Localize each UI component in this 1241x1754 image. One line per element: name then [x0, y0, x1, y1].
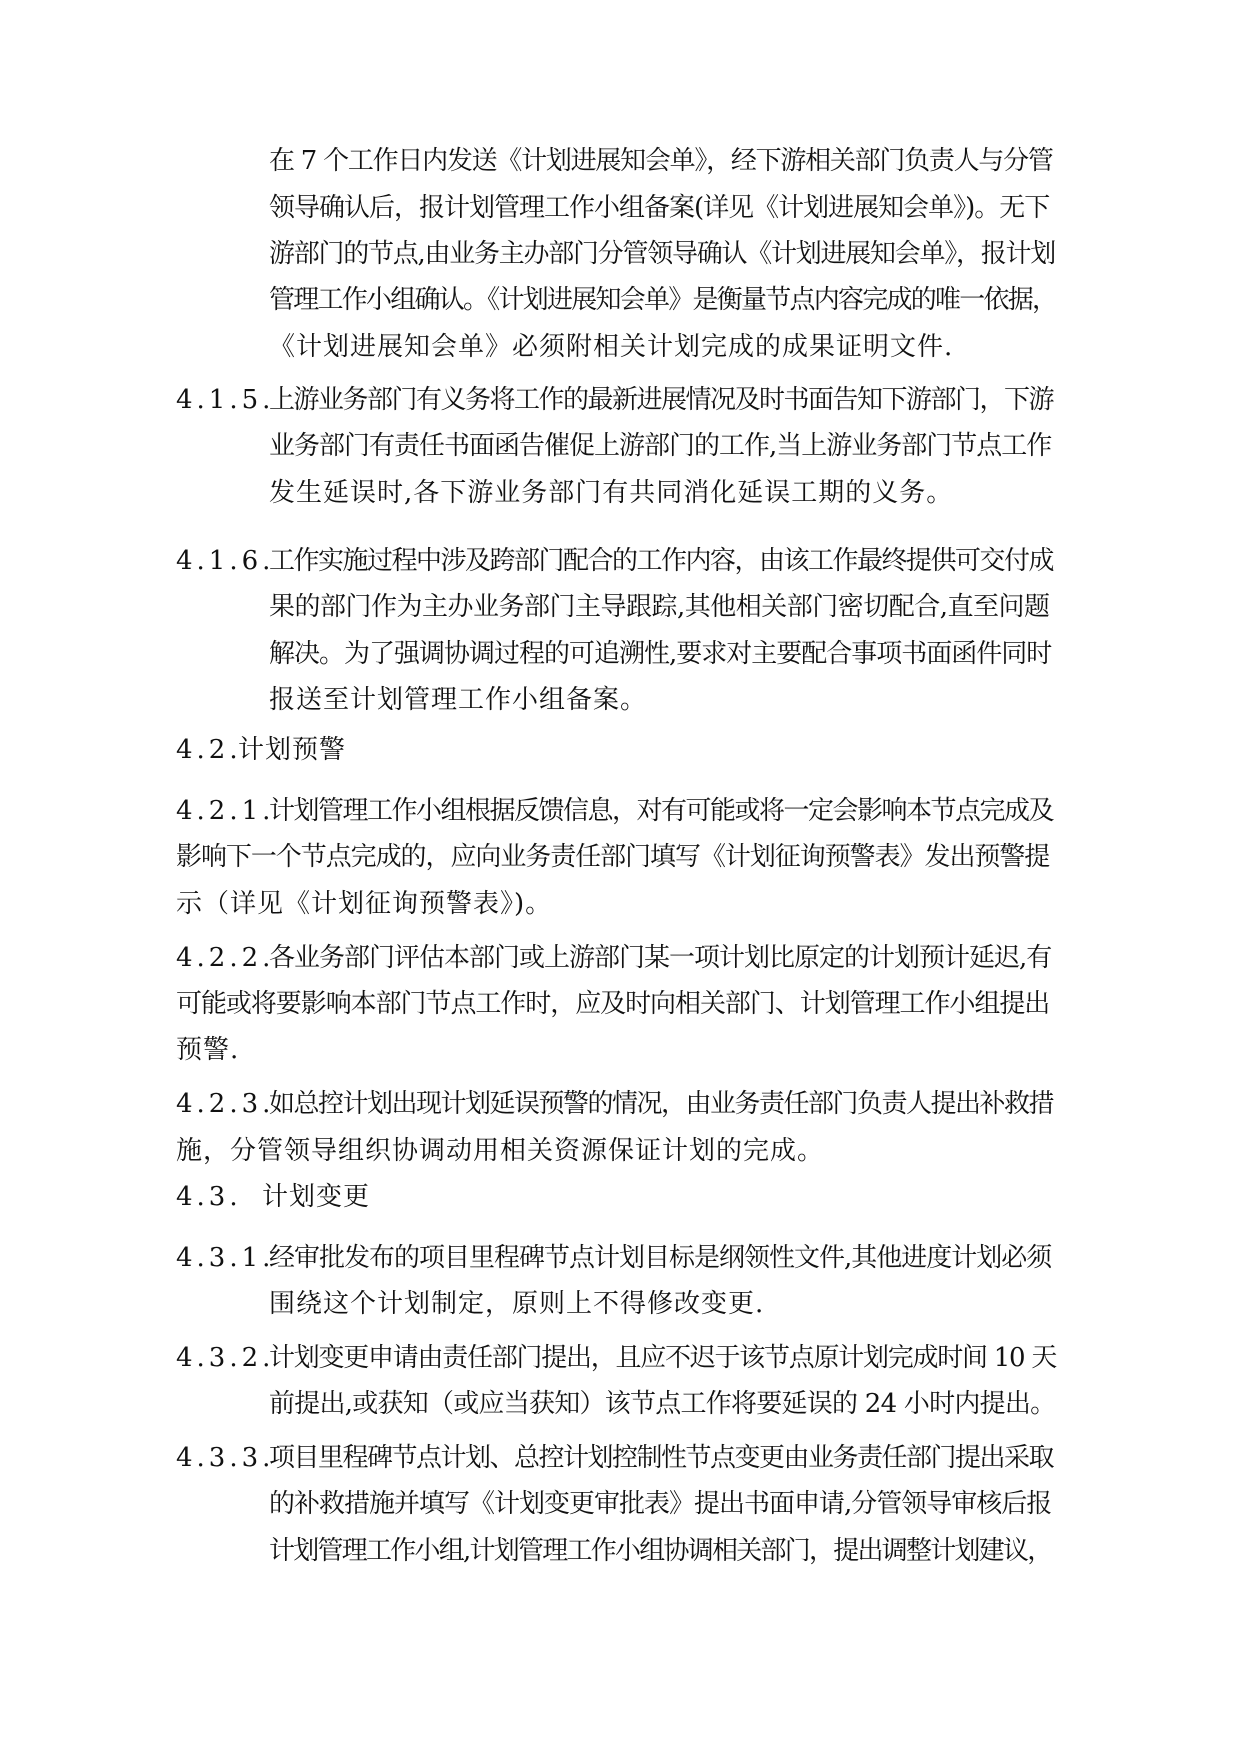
clause-number: 4.3.2. [176, 1343, 275, 1373]
text-line: 游部门的节点,由业务主办部门分管领导确认《计划进展知会单》，报计划 [269, 239, 1056, 269]
text-line: 果的部门作为主办业务部门主导跟踪,其他相关部门密切配合,直至问题 [269, 592, 1050, 622]
clause-number: 4.3.1. [176, 1243, 275, 1273]
text-line: 经审批发布的项目里程碑节点计划目标是纲领性文件,其他进度计划必须 [269, 1243, 1052, 1273]
clause-number: 4.1.5. [176, 385, 275, 415]
section-number: 4.3. [176, 1182, 242, 1212]
text-line: 影响下一个节点完成的，应向业务责任部门填写《计划征询预警表》发出预警提 [176, 842, 1050, 872]
text-line: 如总控计划出现计划延误预警的情况，由业务责任部门负责人提出补救措 [269, 1089, 1054, 1119]
text-line: 施，分管领导组织协调动用相关资源保证计划的完成。 [176, 1136, 825, 1166]
text-line: 计划管理工作小组根据反馈信息，对有可能或将一定会影响本节点完成及 [269, 796, 1054, 826]
section-title: 计划变更 [262, 1182, 371, 1212]
clause-number: 4.1.6. [176, 546, 275, 576]
clause-number: 4.2.1. [176, 796, 275, 826]
text-line: 围绕这个计划制定，原则上不得修改变更. [269, 1289, 765, 1319]
text-line: 各业务部门评估本部门或上游部门某一项计划比原定的计划预计延迟,有 [269, 943, 1052, 973]
clause-number: 4.2.3. [176, 1089, 275, 1119]
text-line: 领导确认后，报计划管理工作小组备案(详见《计划进展知会单》)。无下 [269, 193, 1050, 223]
clause-number: 4.2.2. [176, 943, 275, 973]
text-line: 的补救措施并填写《计划变更审批表》提出书面申请,分管领导审核后报 [269, 1489, 1052, 1519]
text-line: 项目里程碑节点计划、总控计划控制性节点变更由业务责任部门提出采取 [269, 1443, 1054, 1473]
section-number: 4.2. [176, 735, 242, 765]
text-line: 计划变更申请由责任部门提出，且应不迟于该节点原计划完成时间 10 天 [269, 1343, 1057, 1373]
text-line: 《计划进展知会单》必须附相关计划完成的成果证明文件. [269, 332, 954, 362]
text-line: 工作实施过程中涉及跨部门配合的工作内容，由该工作最终提供可交付成 [269, 546, 1054, 576]
section-title: 计划预警 [238, 735, 347, 765]
text-line: 可能或将要影响本部门节点工作时，应及时向相关部门、计划管理工作小组提出 [176, 989, 1050, 1019]
text-line: 前提出,或获知（或应当获知）该节点工作将要延误的 24 小时内提出。 [269, 1389, 1056, 1419]
text-line: 上游业务部门有义务将工作的最新进展情况及时书面告知下游部门，下游 [269, 385, 1054, 415]
text-line: 发生延误时,各下游业务部门有共同消化延误工期的义务。 [269, 478, 954, 508]
text-line: 示（详见《计划征询预警表》)。 [176, 889, 553, 919]
text-line: 预警. [176, 1035, 240, 1065]
text-line: 报送至计划管理工作小组备案。 [269, 685, 648, 715]
text-line: 在 7 个工作日内发送《计划进展知会单》，经下游相关部门负责人与分管 [269, 146, 1053, 176]
text-line: 业务部门有责任书面函告催促上游部门的工作,当上游业务部门节点工作 [269, 431, 1052, 461]
clause-number: 4.3.3. [176, 1443, 275, 1473]
text-line: 计划管理工作小组,计划管理工作小组协调相关部门，提出调整计划建议， [269, 1536, 1052, 1566]
text-line: 解决。为了强调协调过程的可追溯性,要求对主要配合事项书面函件同时 [269, 639, 1052, 669]
text-line: 管理工作小组确认。《计划进展知会单》是衡量节点内容完成的唯一依据， [269, 285, 1057, 315]
